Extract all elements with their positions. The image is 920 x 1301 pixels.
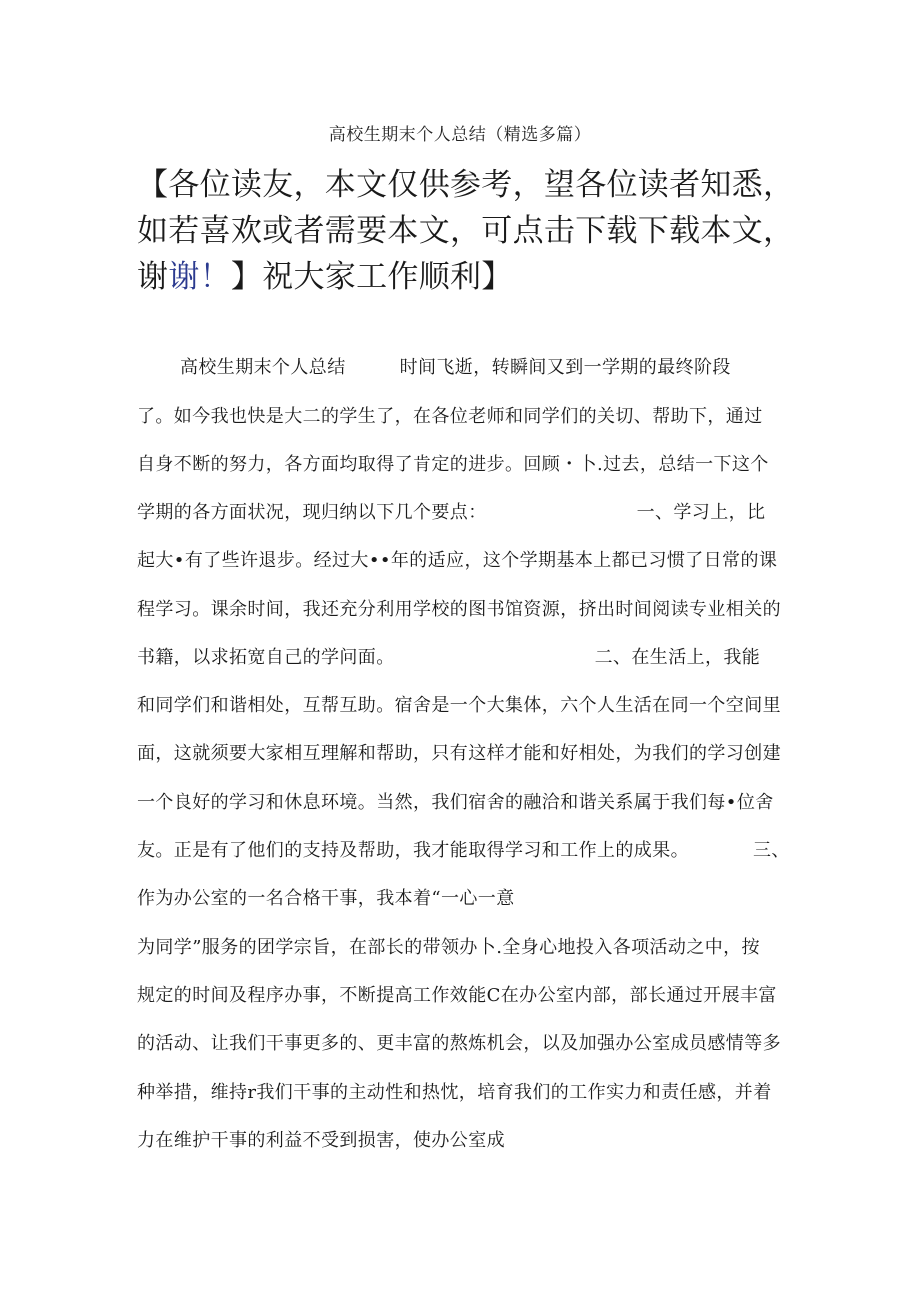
body-line-10: 一个良好的学习和休息环境。当然，我们宿舍的融洽和谐关系属于我们每•位舍: [137, 792, 774, 813]
reader-notice: [137, 162, 797, 300]
body-line-4a: 学期的各方面状况，现归纳以下几个要点：: [137, 502, 487, 523]
body-line-9: 面，这就须要大家相互理解和帮助，只有这样才能和好相处，为我们的学习创建: [137, 743, 781, 764]
body-line-12: 作为办公室的一名合格干事，我本着“一心一意: [137, 888, 515, 909]
body-line-17: 力在维护干事的利益不受到损害，使办公室成: [137, 1130, 505, 1151]
body-line-1-text: 时间飞逝，转瞬间又到一学期的最终阶段: [399, 357, 731, 378]
body-line-4: [137, 500, 765, 526]
body-line-11a: 友。正是有了他们的支持及帮助，我才能取得学习和工作上的成果。: [137, 840, 689, 861]
body-line-7b: 二、在生活上，我能: [594, 647, 761, 668]
body-line-7a: 书籍，以求拓宽自己的学问面。: [137, 647, 395, 668]
body-line-11: [137, 838, 790, 864]
body-line-16: 种举措，维持r我们干事的主动性和热忱，培育我们的工作实力和责任感，并着: [137, 1082, 772, 1103]
body-subtitle: 高校生期末个人总结: [180, 357, 346, 378]
notice-line-1: 【各位读友，本文仅供参考，望各位读者知悉，: [137, 167, 795, 203]
body-line-5: 起大•有了些许退步。经过大••年的适应，这个学期基本上都已习惯了日常的课: [137, 550, 778, 571]
notice-line-3-c: 】祝大家工作顺利】: [230, 259, 513, 295]
notice-line-3-a: 谢: [137, 259, 169, 295]
body-line-4b: 一、学习上，比: [636, 502, 766, 523]
body-line-7: [137, 645, 760, 671]
notice-line-3: [137, 254, 797, 300]
body-line-13: 为同学”服务的团学宗旨，在部长的带领办卜.全身心地投入各项活动之中，按: [137, 937, 760, 958]
document-title: 高校生期末个人总结（精选多篇）: [328, 125, 592, 145]
notice-line-2: 如若喜欢或者需要本文，可点击下载下载本文，: [137, 213, 795, 249]
body-line-15: 的活动、让我们干事更多的、更丰富的熬炼机会，以及加强办公室成员感情等多: [137, 1033, 781, 1054]
notice-thanks-highlight: 谢！: [168, 259, 231, 295]
body-line-8: 和同学们和谐相处，互帮互助。宿舍是一个大集体，六个人生活在同一个空间里: [137, 695, 781, 716]
body-line-11b: 三、: [753, 840, 790, 861]
body-line-1: [180, 355, 731, 381]
body-line-3: 自身不断的努力，各方面均取得了肯定的进步。回顾・卜.过去，总结一下这个: [137, 454, 769, 475]
body-line-6: 程学习。课余时间，我还充分利用学校的图书馆资源，挤出时间阅读专业相关的: [137, 599, 781, 620]
body-line-14: 规定的时间及程序办事，不断提高工作效能C在办公室内部，部长通过开展丰富: [137, 985, 777, 1006]
body-line-2: 了。如今我也快是大二的学生了，在各位老师和同学们的关切、帮助下，通过: [137, 406, 763, 427]
